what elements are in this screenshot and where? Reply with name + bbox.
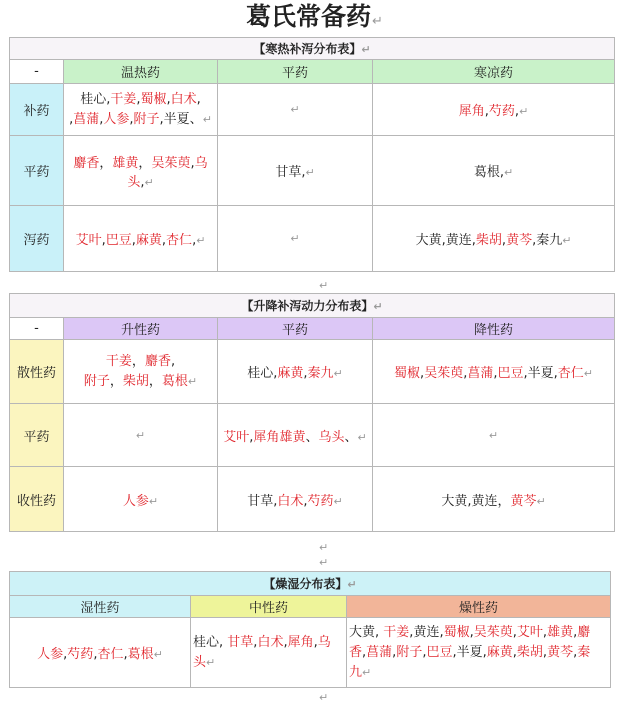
herb-text: ,: [469, 624, 474, 640]
herb-text: ,: [422, 644, 427, 660]
herb-name-red: 葛根: [127, 647, 154, 662]
herb-text: ，: [497, 493, 511, 509]
paragraph-mark-icon: ↵: [583, 367, 594, 380]
herb-text: ,: [542, 624, 548, 640]
herb-text: ,: [93, 647, 98, 662]
herb-text: ,: [501, 233, 507, 248]
herb-text: ,: [409, 624, 414, 640]
herb-text: ,: [166, 91, 171, 107]
paragraph-mark-icon: ↵: [357, 430, 367, 444]
herb-name-red: 犀角: [253, 429, 280, 445]
herb-name-red: 雄黄: [279, 429, 306, 445]
herb-text: 大黄: [441, 493, 468, 509]
table3-cell: [191, 618, 347, 688]
paragraph-mark-icon: ↵: [196, 234, 206, 247]
herb-text: 大黄: [415, 233, 442, 248]
herb-text: ,: [131, 233, 136, 248]
table-up-down: [9, 293, 615, 532]
herb-text: ,: [512, 644, 517, 660]
herb-name-red: 芍药: [307, 493, 334, 509]
herb-name-red: 人参: [103, 111, 130, 127]
table3-header-dry: 燥性药: [347, 596, 611, 618]
herb-text: 桂心: [247, 366, 274, 381]
herb-name-red: 九: [349, 664, 363, 680]
herb-name-red: 麝香: [144, 353, 171, 369]
herb-name-red: 乌: [317, 634, 331, 650]
herb-name-red: 白术: [257, 634, 284, 650]
herb-text: ，: [99, 155, 113, 171]
paragraph-mark-icon: ↵: [536, 494, 546, 508]
table-cold-hot: [9, 37, 615, 272]
herb-name-red: 香: [349, 644, 363, 660]
herb-name-red: 乌头: [318, 429, 345, 445]
herb-text: ,: [542, 644, 548, 660]
herb-name-red: 麝: [577, 624, 591, 640]
table1-cell: [64, 84, 218, 136]
herb-text: ,: [441, 233, 446, 248]
table2-cell: [64, 340, 218, 404]
herb-name-red: 杏仁: [97, 647, 124, 662]
table1-cell: [373, 84, 615, 136]
herb-text: ,: [136, 91, 141, 107]
herb-name-red: 麻黄: [135, 233, 162, 248]
herb-text: ,: [514, 104, 520, 119]
herb-name-red: 乌头: [127, 155, 208, 190]
herb-name-red: 麻黄: [277, 366, 304, 381]
herb-text: ,: [301, 165, 306, 180]
table3-cell: [347, 618, 611, 688]
herb-text: ，: [148, 373, 162, 389]
herb-text: ，: [138, 155, 152, 171]
herb-text: ,: [63, 647, 68, 662]
herb-name-red: 人参: [122, 493, 149, 509]
paragraph-mark-icon: ↵: [333, 367, 343, 380]
herb-text: 甘草: [275, 165, 302, 180]
herb-name-red: 黄芩: [506, 233, 533, 248]
table2-row-label: 平药: [10, 404, 64, 467]
table2-corner: -: [10, 318, 64, 340]
herb-text: ,: [190, 155, 195, 171]
herb-name-red: 芍药: [67, 647, 94, 662]
herb-name-red: 葛根: [161, 373, 188, 389]
herb-name-red: 黄芩: [547, 644, 574, 660]
herb-text: ,: [512, 624, 517, 640]
herb-text: ,: [532, 233, 537, 248]
herb-text: 、: [344, 429, 358, 445]
paragraph-mark-icon: ↵: [519, 105, 529, 118]
table1-cell: [373, 206, 615, 272]
herb-text: ,: [273, 366, 278, 381]
table1-cell: [218, 136, 373, 206]
table2-header-falling: 降性药: [373, 318, 615, 340]
herb-text: ,: [192, 233, 197, 248]
herb-text: ,: [219, 634, 228, 650]
table1-cell: [64, 136, 218, 206]
herb-text: ,: [439, 624, 444, 640]
herb-text: ,: [170, 353, 176, 369]
table2-header-rising: 升性药: [64, 318, 218, 340]
table1-cell: [218, 84, 373, 136]
paragraph-mark-icon: ↵: [372, 14, 383, 29]
herb-text: ,: [106, 91, 111, 107]
paragraph-mark-icon: ↵: [206, 655, 216, 669]
herb-text: ,: [573, 644, 578, 660]
herb-name-red: 甘草: [227, 634, 254, 650]
table1-cell: [373, 136, 615, 206]
paragraph-mark-icon: ↵: [148, 494, 159, 508]
herb-name-red: 蜀椒: [443, 624, 470, 640]
herb-text: ,: [493, 366, 498, 381]
herb-text: ,半夏、: [159, 111, 203, 127]
paragraph-mark-icon: ↵: [503, 166, 514, 179]
herb-name-red: 人参: [37, 647, 64, 662]
paragraph-mark-icon: ↵: [305, 166, 315, 179]
table2-cell: [373, 340, 615, 404]
herb-name-red: 犀角: [458, 104, 485, 119]
table1-row-label: 补药: [10, 84, 64, 136]
table1-header-warm: 温热药: [64, 60, 218, 84]
paragraph-mark-icon: ↵: [290, 232, 300, 245]
herb-text: ,: [101, 233, 106, 248]
herb-text: ,: [303, 493, 308, 509]
table3-header-neutral: 中性药: [191, 596, 347, 618]
table1-header-cold: 寒凉药: [373, 60, 615, 84]
herb-text: ,半夏,: [523, 366, 558, 381]
table2-header-neutral: 平药: [218, 318, 373, 340]
herb-text: 葛根: [473, 165, 500, 180]
herb-text: ,: [467, 493, 472, 509]
herb-name-red: 干姜: [383, 624, 410, 640]
herb-name-red: 艾叶: [516, 624, 543, 640]
herb-text: ,: [313, 634, 318, 650]
herb-text: ，: [131, 353, 145, 369]
paragraph-mark-icon: ↵: [319, 541, 329, 554]
herb-name-red: 麝香: [73, 155, 100, 171]
herb-text: ,: [471, 233, 476, 248]
table2-cell: [218, 467, 373, 532]
paragraph-mark-icon: ↵: [362, 665, 372, 679]
herb-text: ,: [129, 111, 134, 127]
paragraph-mark-icon: ↵: [135, 428, 146, 442]
table1-header-neutral: 平药: [218, 60, 373, 84]
herb-text: 大黄: [349, 624, 376, 640]
table2-cell: [64, 467, 218, 532]
table1-row-label: 泻药: [10, 206, 64, 272]
herb-text: ,: [253, 634, 258, 650]
herb-name-red: 白术: [170, 91, 197, 107]
herb-name-red: 柴胡: [475, 233, 502, 248]
herb-text: ,: [463, 366, 468, 381]
herb-name-red: 芍药: [488, 104, 515, 119]
herb-name-red: 蜀椒: [140, 91, 167, 107]
herb-text: ,: [484, 104, 489, 119]
herb-text: ,: [392, 644, 397, 660]
herb-name-red: 巴豆: [497, 366, 524, 381]
table-dry-wet: [9, 571, 611, 688]
paragraph-mark-icon: ↵: [562, 234, 572, 247]
paragraph-mark-icon: ↵: [319, 279, 329, 292]
herb-text: ,半夏,: [452, 644, 487, 660]
herb-text: ,: [196, 91, 201, 107]
herb-text: 桂心: [80, 91, 107, 107]
herb-name-red: 秦九: [307, 366, 334, 381]
herb-name-red: 杏仁: [166, 233, 193, 248]
herb-name-red: 干姜: [105, 353, 132, 369]
herb-name-red: 犀角: [287, 634, 314, 650]
herb-text: ,: [303, 366, 308, 381]
herb-text: ,: [375, 624, 384, 640]
herb-text: ,: [573, 624, 578, 640]
table1-caption: 【寒热补泻分布表】↵: [10, 38, 615, 60]
herb-name-red: 艾叶: [75, 233, 102, 248]
herb-name-red: 菖蒲: [467, 366, 494, 381]
table2-row-label: 收性药: [10, 467, 64, 532]
paragraph-mark-icon: ↵: [144, 175, 154, 189]
table1-cell: [64, 206, 218, 272]
herb-name-red: 吴茱萸: [424, 366, 464, 381]
herb-text: 黄连: [445, 233, 472, 248]
table3-cell: [10, 618, 191, 688]
herb-name-red: 雄黄: [112, 155, 139, 171]
table3-caption: 【燥湿分布表】↵: [10, 572, 611, 596]
herb-text: ,: [69, 111, 74, 127]
table1-row-label: 平药: [10, 136, 64, 206]
table2-cell: [373, 467, 615, 532]
herb-name-red: 柴胡: [516, 644, 543, 660]
herb-text: 黄连: [413, 624, 440, 640]
herb-text: ,: [283, 634, 288, 650]
table2-caption: 【升降补泻动力分布表】↵: [10, 294, 615, 318]
herb-text: ,: [249, 429, 254, 445]
table2-row-label: 散性药: [10, 340, 64, 404]
herb-name-red: 杏仁: [557, 366, 584, 381]
herb-text: ,: [362, 644, 367, 660]
herb-text: 黄连: [471, 493, 498, 509]
paragraph-mark-icon: ↵: [319, 691, 329, 704]
herb-name-red: 头: [193, 654, 207, 670]
herb-name-red: 黄芩: [510, 493, 537, 509]
paragraph-mark-icon: ↵: [488, 428, 499, 442]
herb-text: 秦九: [536, 233, 563, 248]
herb-name-red: 白术: [277, 493, 304, 509]
herb-name-red: 柴胡: [122, 373, 149, 389]
table1-cell: [218, 206, 373, 272]
herb-name-red: 菖蒲: [366, 644, 393, 660]
herb-name-red: 附子: [396, 644, 423, 660]
table2-cell: [218, 340, 373, 404]
herb-name-red: 菖蒲: [73, 111, 100, 127]
herb-name-red: 麻黄: [486, 644, 513, 660]
herb-text: ,: [273, 493, 278, 509]
table2-cell: [373, 404, 615, 467]
herb-name-red: 蜀椒: [394, 366, 421, 381]
herb-text: ,: [420, 366, 425, 381]
herb-name-red: 干姜: [110, 91, 137, 107]
table3-header-wet: 湿性药: [10, 596, 191, 618]
paragraph-mark-icon: ↵: [202, 112, 212, 126]
herb-name-red: 巴豆: [105, 233, 132, 248]
paragraph-mark-icon: ↵: [333, 494, 343, 508]
herb-name-red: 艾叶: [223, 429, 250, 445]
herb-name-red: 雄黄: [547, 624, 574, 640]
herb-name-red: 吴茱萸: [473, 624, 513, 640]
herb-name-red: 巴豆: [426, 644, 453, 660]
herb-text: ,: [499, 165, 504, 180]
herb-name-red: 附子: [83, 373, 110, 389]
document-title: [0, 0, 629, 34]
herb-text: ,: [140, 174, 145, 190]
paragraph-mark-icon: ↵: [187, 374, 198, 388]
paragraph-mark-icon: ↵: [319, 556, 329, 569]
herb-text: 、: [305, 429, 319, 445]
table2-cell: [64, 404, 218, 467]
herb-text: ,: [99, 111, 104, 127]
paragraph-mark-icon: ↵: [153, 648, 163, 661]
table1-corner: -: [10, 60, 64, 84]
title-text: 葛氏常备药: [246, 2, 372, 31]
herb-text: ,: [161, 233, 167, 248]
herb-text: ,: [123, 647, 128, 662]
table2-cell: [218, 404, 373, 467]
herb-name-red: 附子: [133, 111, 160, 127]
herb-name-red: 秦: [577, 644, 591, 660]
paragraph-mark-icon: ↵: [290, 103, 300, 116]
herb-name-red: 吴茱萸: [151, 155, 191, 171]
herb-text: 甘草: [247, 493, 274, 509]
herb-text: 桂心: [193, 634, 220, 650]
herb-text: ，: [109, 373, 123, 389]
